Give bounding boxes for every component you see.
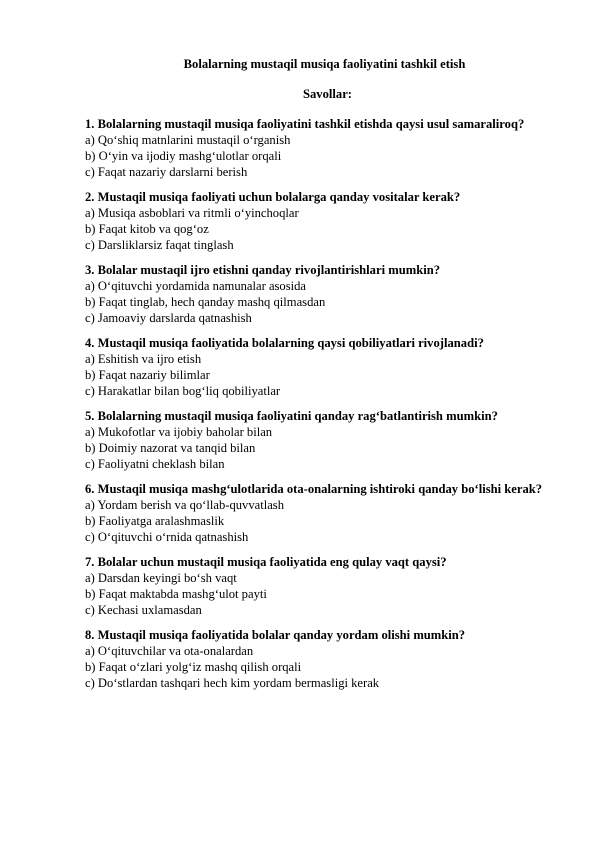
- question-block: [85, 262, 552, 326]
- answer-option: b) O‘yin va ijodiy mashg‘ulotlar orqali: [85, 149, 282, 163]
- answer-option: b) Faoliyatga aralashmaslik: [85, 514, 225, 528]
- section-subtitle: Savollar:: [303, 87, 352, 101]
- answer-option: c) Jamoaviy darslarda qatnashish: [85, 311, 252, 325]
- answer-option: a) O‘qituvchi yordamida namunalar asosida: [85, 279, 307, 293]
- answer-option: b) Faqat tinglab, hech qanday mashq qilmasdan: [85, 295, 326, 309]
- question-text: 3. Bolalar mustaqil ijro etishni qanday rivojlantirishlari mumkin?: [85, 263, 441, 277]
- answer-option: c) Do‘stlardan tashqari hech kim yordam bermasligi kerak: [85, 676, 380, 690]
- answer-option: a) Musiqa asboblari va ritmli o‘yinchoqlar: [85, 206, 299, 220]
- answer-option: c) Faqat nazariy darslarni berish: [85, 165, 248, 179]
- question-text: 7. Bolalar uchun mustaqil musiqa faoliyatida eng qulay vaqt qaysi?: [85, 555, 447, 569]
- question-block: [85, 627, 552, 691]
- question-block: [85, 481, 552, 545]
- question-text: 1. Bolalarning mustaqil musiqa faoliyatini tashkil etishda qaysi usul samaraliroq?: [85, 117, 525, 131]
- question-block: [85, 116, 552, 180]
- question-text: 2. Mustaqil musiqa faoliyati uchun bolalarga qanday vositalar kerak?: [85, 190, 461, 204]
- answer-option: b) Doimiy nazorat va tanqid bilan: [85, 441, 256, 455]
- answer-option: c) O‘qituvchi o‘rnida qatnashish: [85, 530, 249, 544]
- question-block: [85, 554, 552, 618]
- question-block: [85, 408, 552, 472]
- question-text: 5. Bolalarning mustaqil musiqa faoliyatini qanday rag‘batlantirish mumkin?: [85, 409, 498, 423]
- answer-option: a) Eshitish va ijro etish: [85, 352, 202, 366]
- answer-option: a) Yordam berish va qo‘llab-quvvatlash: [85, 498, 285, 512]
- question-text: 8. Mustaqil musiqa faoliyatida bolalar qanday yordam olishi mumkin?: [85, 628, 466, 642]
- answer-option: a) Mukofotlar va ijobiy baholar bilan: [85, 425, 273, 439]
- answer-option: c) Harakatlar bilan bog‘liq qobiliyatlar: [85, 384, 281, 398]
- answer-option: c) Darsliklarsiz faqat tinglash: [85, 238, 234, 252]
- answer-option: b) Faqat kitob va qog‘oz: [85, 222, 209, 236]
- question-block: [85, 189, 552, 253]
- question-text: 6. Mustaqil musiqa mashg‘ulotlarida ota-onalarning ishtiroki qanday bo‘lishi kerak?: [85, 482, 543, 496]
- answer-option: b) Faqat nazariy bilimlar: [85, 368, 210, 382]
- question-text: 4. Mustaqil musiqa faoliyatida bolalarning qaysi qobiliyatlari rivojlanadi?: [85, 336, 484, 350]
- answer-option: a) Qo‘shiq matnlarini mustaqil o‘rganish: [85, 133, 291, 147]
- answer-option: b) Faqat maktabda mashg‘ulot payti: [85, 587, 267, 601]
- answer-option: a) O‘qituvchilar va ota-onalardan: [85, 644, 254, 658]
- document-title: Bolalarning mustaqil musiqa faoliyatini tashkil etish: [183, 57, 466, 71]
- answer-option: c) Kechasi uxlamasdan: [85, 603, 202, 617]
- answer-option: a) Darsdan keyingi bo‘sh vaqt: [85, 571, 237, 585]
- answer-option: b) Faqat o‘zlari yolg‘iz mashq qilish orqali: [85, 660, 302, 674]
- answer-option: c) Faoliyatni cheklash bilan: [85, 457, 225, 471]
- question-block: [85, 335, 552, 399]
